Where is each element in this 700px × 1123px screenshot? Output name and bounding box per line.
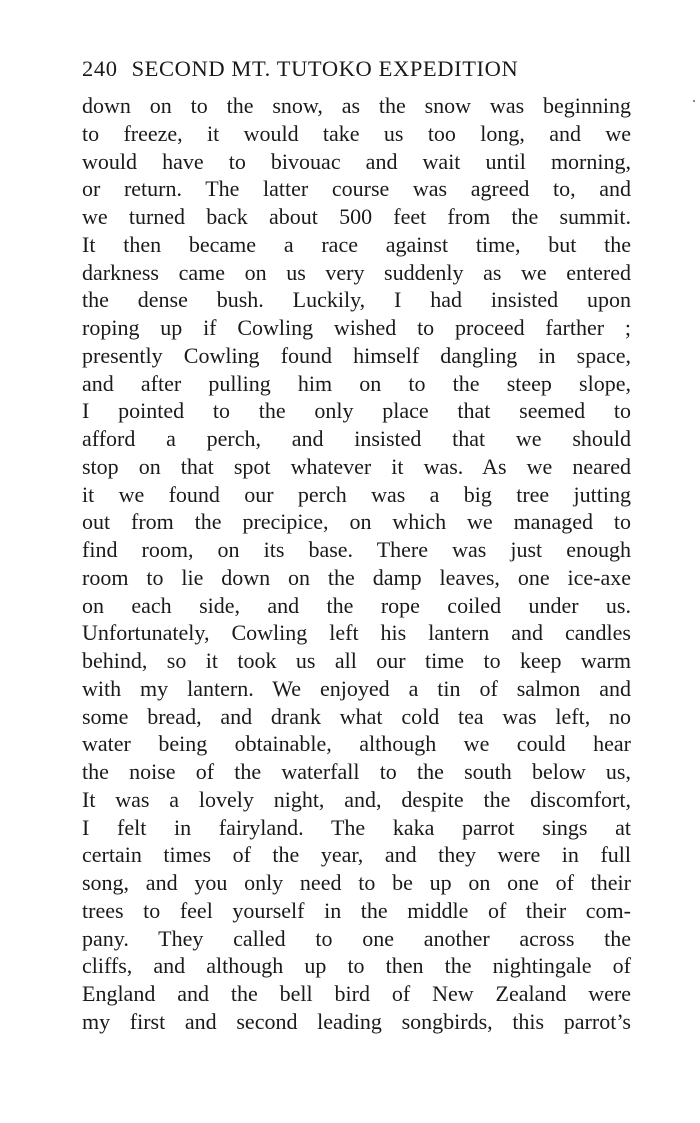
page-number: 240 (82, 56, 118, 81)
text-line: I felt in fairyland. The kaka parrot sings at (82, 814, 631, 840)
text-line: the noise of the waterfall to the south below us, (82, 759, 631, 784)
text-line: my first and second leading songbirds, this parrot’s (82, 1008, 631, 1034)
text-line: song, and you only need to be up on one of their (82, 870, 631, 895)
text-line: water being obtainable, although we could hear (82, 731, 631, 757)
text-line: Unfortunately, Cowling left his lantern and candles (82, 620, 631, 646)
text-line: or return. The latter course was agreed to, and (82, 176, 631, 202)
text-line: roping up if Cowling wished to proceed farther ; (82, 315, 631, 340)
text-line: and after pulling him on to the steep slope, (82, 370, 631, 396)
text-line: stop on that spot whatever it was. As we neared (82, 453, 631, 479)
text-line: trees to feel yourself in the middle of their com- (82, 897, 631, 923)
text-line: It was a lovely night, and, despite the discomfort, (82, 786, 631, 812)
text-line: presently Cowling found himself dangling in space, (82, 342, 631, 368)
text-line: with my lantern. We enjoyed a tin of salmon and (82, 675, 631, 701)
text-line: pany. They called to one another across the (82, 925, 631, 951)
text-line: on each side, and the rope coiled under us. (82, 592, 631, 618)
text-line: afford a perch, and insisted that we should (82, 426, 631, 451)
running-title: SECOND MT. TUTOKO EXPEDITION (131, 56, 519, 81)
text-line: cliffs, and although up to then the nightingale of (82, 953, 631, 979)
text-line: out from the precipice, on which we managed to (82, 509, 631, 535)
text-line: I pointed to the only place that seemed to (82, 398, 631, 424)
text-line: darkness came on us very suddenly as we entered (82, 259, 631, 285)
text-line: some bread, and drank what cold tea was left, no (82, 703, 631, 729)
body-text (82, 92, 631, 1036)
running-head (82, 52, 628, 86)
text-line: the dense bush. Luckily, I had insisted upon (82, 287, 631, 313)
text-line: would have to bivouac and wait until morning, (82, 148, 631, 174)
text-line: to freeze, it would take us too long, and we (82, 120, 631, 146)
text-line: it we found our perch was a big tree jutting (82, 481, 631, 507)
text-line: certain times of the year, and they were in full (82, 842, 631, 868)
text-line: England and the bell bird of New Zealand were (82, 981, 631, 1006)
text-line: find room, on its base. There was just enough (82, 537, 631, 562)
text-line: It then became a race against time, but the (82, 231, 631, 257)
text-line: down on to the snow, as the snow was beginning (82, 93, 631, 118)
text-line: room to lie down on the damp leaves, one ice-axe (82, 564, 631, 590)
text-line: behind, so it took us all our time to keep warm (82, 648, 631, 673)
text-line: we turned back about 500 feet from the summit. (82, 204, 631, 229)
scan-speck (693, 100, 695, 102)
